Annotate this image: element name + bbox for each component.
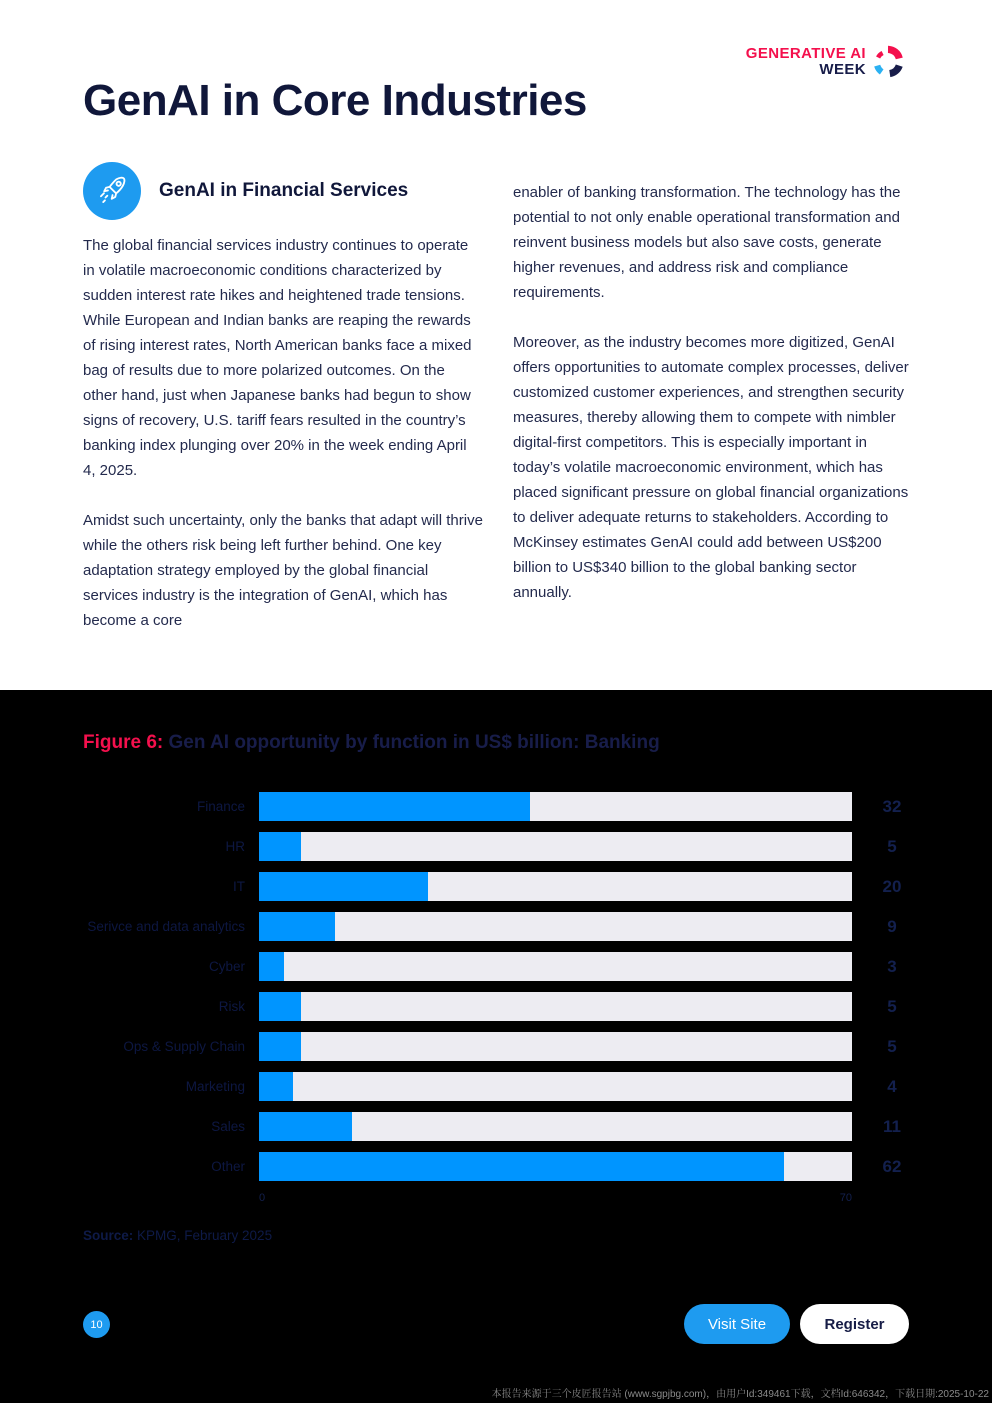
chart-value-label: 5	[887, 996, 897, 1016]
page-footer	[0, 1302, 992, 1362]
chart-bar-fill	[259, 1112, 352, 1141]
paragraph: enabler of banking transformation. The technology has the potential to not only enable operational transformation and reinvent business models but also save costs, generate higher revenues, and address risk and compliance requirements.	[513, 184, 901, 301]
logo-line-week: WEEK	[819, 60, 866, 78]
chart-bar-track	[259, 1112, 852, 1141]
chart-row	[83, 832, 913, 861]
chart-bar-track	[259, 1152, 852, 1181]
chart-row	[83, 1072, 913, 1101]
chart-value-label: 5	[887, 836, 897, 856]
chart-category-label: Other	[211, 1159, 245, 1174]
source-text: KPMG, February 2025	[133, 1228, 273, 1243]
chart-category-label: Finance	[196, 799, 245, 814]
figure-title	[83, 732, 660, 754]
swirl-logo-icon	[870, 44, 906, 80]
chart-bar-track	[259, 992, 852, 1021]
chart-value-label: 3	[887, 956, 897, 976]
source-label: Source:	[83, 1228, 134, 1243]
chart-category-label: HR	[225, 839, 245, 854]
x-tick-min: 0	[259, 1192, 266, 1204]
chart-row	[83, 872, 913, 901]
visit-site-button[interactable]: Visit Site	[684, 1304, 790, 1344]
paragraph: Amidst such uncertainty, only the banks that adapt will thrive while the others risk being left further behind. One key adaptation strategy employed by the global financial services industry is the integration of GenAI, which has become a core	[83, 512, 483, 629]
chart-value-label: 4	[887, 1076, 897, 1096]
top-section	[0, 0, 992, 690]
chart-category-label: Ops & Supply Chain	[123, 1039, 245, 1054]
chart-bar-fill	[259, 872, 428, 901]
logo-text	[746, 46, 866, 78]
chart-bar-track	[259, 952, 852, 981]
chart-bar-fill	[259, 912, 335, 941]
chart-row	[83, 912, 913, 941]
figure-number-label: Figure 6:	[83, 732, 164, 753]
chart-value-label: 32	[882, 796, 902, 816]
bar-chart	[83, 792, 913, 1204]
chart-category-label: Marketing	[185, 1079, 245, 1094]
chart-source	[83, 1228, 272, 1243]
article-left-column	[83, 233, 483, 633]
paragraph: Moreover, as the industry becomes more digitized, GenAI offers opportunities to automate complex processes, deliver customized customer experiences, and strengthen security measures, thereby allowing them to compete with nimbler digital-first competitors. This is especially important in today’s volatile macroeconomic environment, which has placed significant pressure on global financial organizations to deliver adequate returns to stakeholders. According to McKinsey estimates GenAI could add between US$200 billion to US$340 billion to the global banking sector annually.	[513, 334, 909, 601]
chart-bar-track	[259, 792, 852, 821]
register-button[interactable]: Register	[800, 1304, 909, 1344]
chart-bar-fill	[259, 1152, 784, 1181]
chart-rows	[83, 792, 913, 1181]
chart-row	[83, 1152, 913, 1181]
section-heading: GenAI in Financial Services	[159, 180, 409, 201]
chart-bar-fill	[259, 792, 530, 821]
chart-bar-track	[259, 912, 852, 941]
chart-category-label: Risk	[218, 999, 245, 1014]
generative-ai-week-logo	[746, 46, 906, 80]
chart-bar-fill	[259, 1032, 301, 1061]
chart-bar-fill	[259, 992, 301, 1021]
chart-category-label: IT	[233, 879, 245, 894]
paragraph: The global financial services industry continues to operate in volatile macroeconomic conditions characterized by sudden interest rate hikes and heightened trade tensions. While European and Indian banks are reaping the rewards of rising interest rates, North American banks face a mixed bag of results due to more polarized outcomes. On the other hand, just when Japanese banks had begun to show signs of recovery, U.S. tariff fears resulted in the country’s banking index plunging over 20% in the week ending April 4, 2025.	[83, 237, 472, 479]
x-tick-max: 70	[839, 1192, 852, 1204]
chart-row	[83, 992, 913, 1021]
chart-value-label: 5	[887, 1036, 897, 1056]
chart-section	[0, 690, 992, 1403]
chart-bar-fill	[259, 952, 284, 981]
chart-bar-track	[259, 1072, 852, 1101]
chart-row	[83, 1032, 913, 1061]
watermark-text: 本报告来源于三个皮匠报告站 (www.sgpjbg.com)，由用户Id:349461下载，文档Id:646342，下载日期:2025-10-22	[491, 1389, 989, 1400]
chart-x-axis	[259, 1192, 852, 1204]
logo-line-generative-ai: GENERATIVE AI	[745, 45, 866, 62]
section-header	[83, 162, 408, 220]
chart-category-label: Serivce and data analytics	[87, 919, 245, 934]
page-title: GenAI in Core Industries	[83, 76, 587, 125]
figure-name: Gen AI opportunity by function in US$ billion: Banking	[163, 732, 660, 753]
chart-bar-track	[259, 872, 852, 901]
chart-bar-fill	[259, 832, 301, 861]
chart-bar-track	[259, 1032, 852, 1061]
chart-category-label: Sales	[211, 1119, 245, 1134]
rocket-icon	[83, 162, 141, 220]
chart-value-label: 11	[883, 1116, 901, 1136]
chart-value-label: 20	[882, 876, 902, 896]
article-right-column	[513, 180, 915, 605]
chart-bar-track	[259, 832, 852, 861]
chart-row	[83, 1112, 913, 1141]
page-number-badge: 10	[83, 1311, 110, 1338]
chart-row	[83, 952, 913, 981]
chart-bar-fill	[259, 1072, 293, 1101]
chart-row	[83, 792, 913, 821]
chart-value-label: 62	[882, 1156, 902, 1176]
chart-value-label: 9	[887, 916, 897, 936]
chart-category-label: Cyber	[208, 959, 245, 974]
